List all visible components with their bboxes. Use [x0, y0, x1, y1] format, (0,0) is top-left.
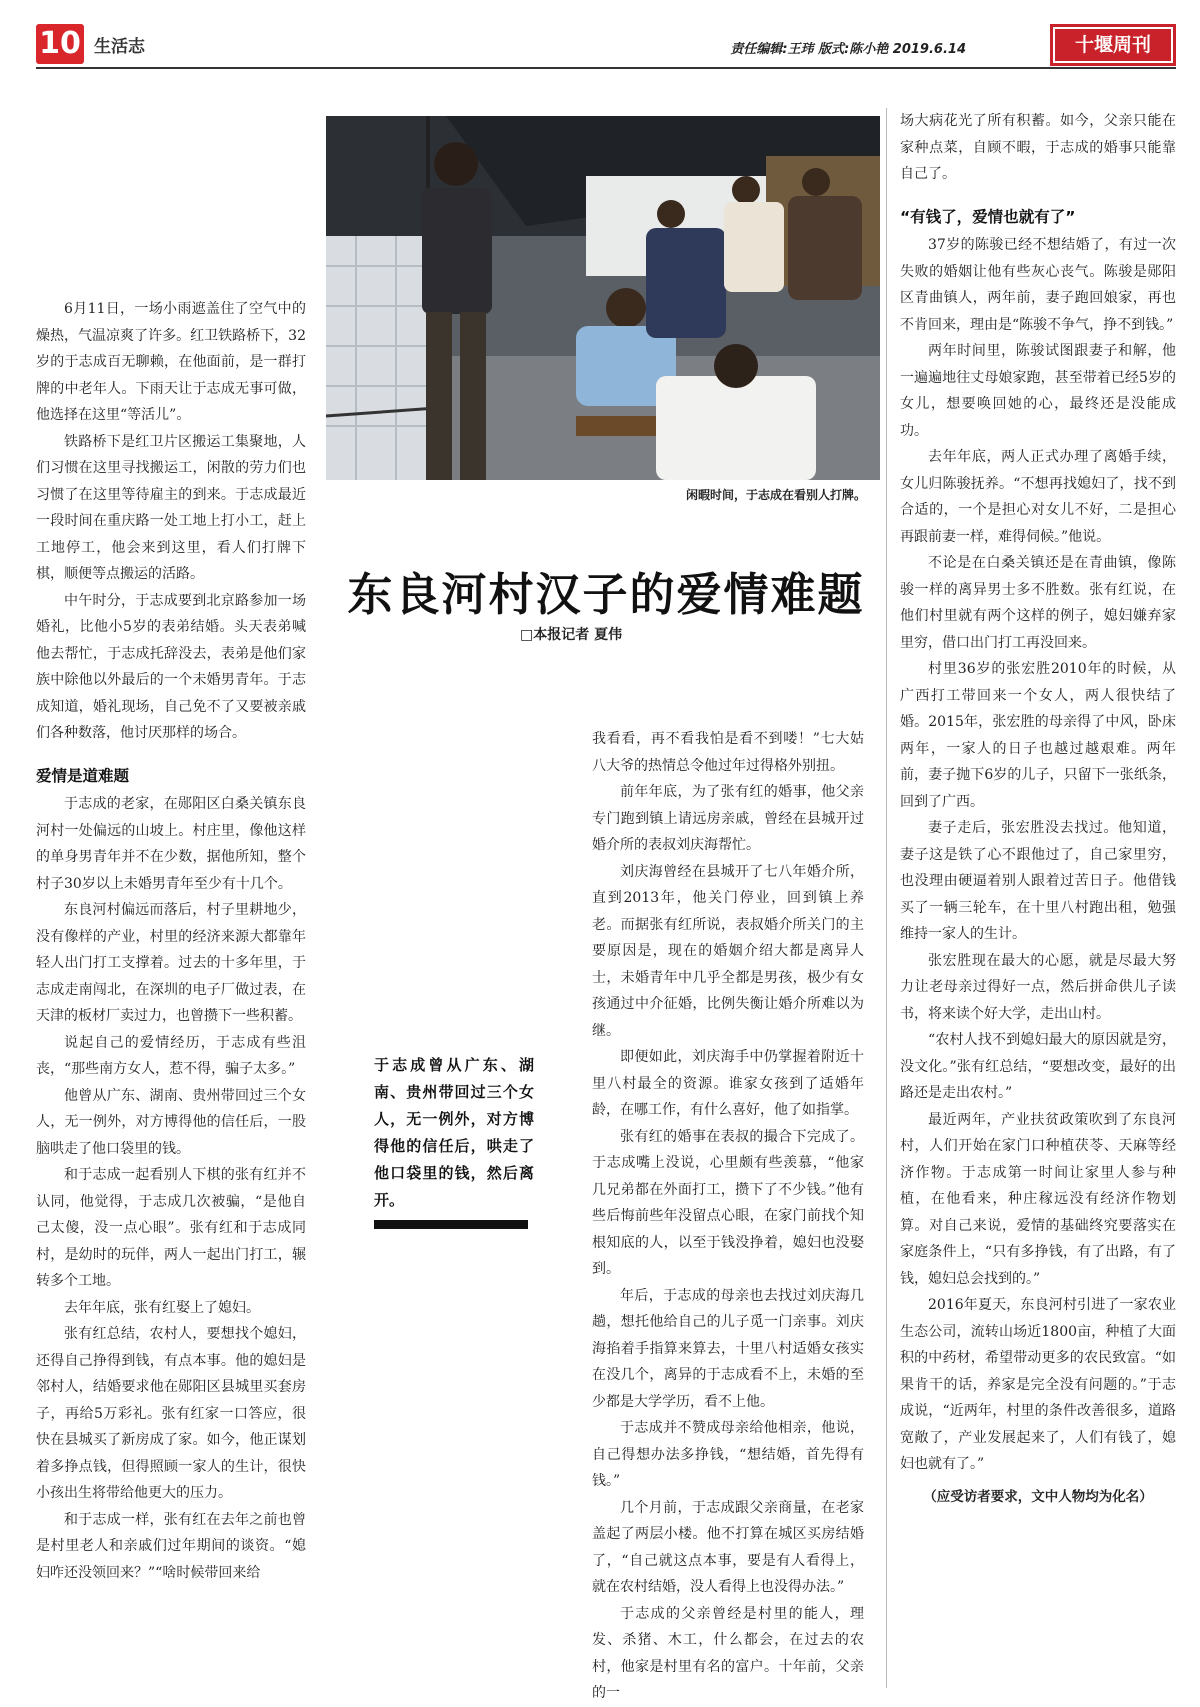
paragraph: 东良河村偏远而落后，村子里耕地少，没有像样的产业，村里的经济来源大都靠年轻人出门打工支撑着。过去的十多年里，于志成走南闯北，在深圳的电子厂做过表，在天津的板材厂卖过力，也曾攒下一些积蓄。: [36, 902, 306, 1024]
photo-illustration: [326, 116, 880, 480]
paragraph: 中午时分，于志成要到北京路参加一场婚礼，比他小5岁的表弟结婚。头天表弟喊他去帮忙，于志成托辞没去，表弟是他们家族中除他以外最后的一个未婚男青年。于志成知道，婚礼现场，自己免不了又要被亲戚们各种数落，他讨厌那样的场合。: [36, 592, 306, 741]
photo-caption: 闲暇时间，于志成在看别人打牌。: [685, 488, 866, 502]
paragraph: 张宏胜现在最大的心愿，就是尽最大努力让老母亲过得好一点，然后拼命供儿子读书，将来读个好大学，走出山村。: [900, 952, 1176, 1022]
paragraph: 刘庆海曾经在县城开了七八年婚介所，直到2013年，他关门停业，回到镇上养老。而据张有红所说，表叔婚介所关门的主要原因是，现在的婚姻介绍大都是离异人士，未婚青年中几乎全都是男孩，极少有女孩通过中介征婚，比例失衡让婚介所难以为继。: [592, 863, 864, 1039]
page-header: [36, 24, 1176, 68]
pull-quote: 于志成曾从广东、湖南、贵州带回过三个女人，无一例外，对方博得他的信任后，哄走了他口袋里的钱，然后离开。: [374, 1056, 534, 1209]
paragraph: 几个月前，于志成跟父亲商量，在老家盖起了两层小楼。他不打算在城区买房结婚了，“自己就这点本事，要是有人看得上，就在农村结婚，没人看得上也没得办法。”: [592, 1499, 864, 1595]
column-divider: [886, 108, 887, 1688]
section-heading: 爱情是道难题: [36, 766, 130, 785]
paragraph: 妻子走后，张宏胜没去找过。他知道，妻子这是铁了心不跟他过了，自己家里穷，也没理由硬逼着别人跟着过苦日子。他借钱买了一辆三轮车，在十里八村跑出租，勉强维持一家人的生计。: [900, 820, 1176, 942]
paragraph: 张有红总结，农村人，要想找个媳妇，还得自己挣得到钱，有点本事。他的媳妇是邻村人，结婚要求他在郧阳区县城里买套房子，再给5万彩礼。张有红家一口答应，很快在县城买了新房成了家。如今，他正谋划着多挣点钱，但得照顾一家人的生计，很快小孩出生将带给他更大的压力。: [36, 1326, 306, 1501]
paragraph: 前年年底，为了张有红的婚事，他父亲专门跑到镇上请远房亲戚，曾经在县城开过婚介所的表叔刘庆海帮忙。: [592, 784, 864, 853]
section-title: 生活志: [94, 37, 145, 57]
paragraph: 于志成并不赞成母亲给他相亲，他说，自己得想办法多挣钱，“想结婚，首先得有钱。”: [592, 1420, 864, 1489]
paragraph: 去年年底，两人正式办理了离婚手续，女儿归陈骏抚养。“不想再找媳妇了，找不到合适的，一个是担心对女儿不好，二是担心再跟前妻一样，难得伺候。”他说。: [900, 449, 1176, 545]
paragraph: 场大病花光了所有积蓄。如今，父亲只能在家种点菜，自顾不暇，于志成的婚事只能靠自己了。: [900, 113, 1176, 182]
article-column-3: [592, 726, 864, 1707]
brand-logo: 十堰周刊: [1050, 24, 1176, 66]
paragraph: 说起自己的爱情经历，于志成有些沮丧，“那些南方女人，惹不得，骗子太多。”: [36, 1034, 306, 1077]
header-rule: [36, 67, 1176, 69]
paragraph: 张有红的婚事在表叔的撮合下完成了。于志成嘴上没说，心里颇有些羡慕，“他家几兄弟都在外面打工，攒下了不少钱。”他有些后悔前些年没留点心眼，在家门前找个知根知底的人，以至于钱没挣着，媳妇也没娶到。: [592, 1128, 864, 1277]
paragraph: 和于志成一起看别人下棋的张有红并不认同，他觉得，于志成几次被骗，“是他自己太傻，没一点心眼”。张有红和于志成同村，是幼时的玩伴，两人一起出门打工，辗转多个工地。: [36, 1167, 306, 1289]
editor-credits: 责任编辑:王玮 版式:陈小艳 2019.6.14: [730, 42, 966, 57]
paragraph: 他曾从广东、湖南、贵州带回过三个女人，无一例外，对方博得他的信任后，一股脑哄走了他口袋里的钱。: [36, 1087, 306, 1157]
headline: 东良河村汉子的爱情难题: [347, 568, 865, 621]
paragraph: 两年时间里，陈骏试图跟妻子和解，他一遍遍地往丈母娘家跑，甚至带着已经5岁的女儿，想要唤回她的心，最终还是没能成功。: [900, 343, 1176, 439]
paragraph: 2016年夏天，东良河村引进了一家农业生态公司，流转山场近1800亩，种植了大面积的中药材，希望带动更多的农民致富。“如果肯干的话，养家是完全没有问题的。”于志成说，“近两年，村里的条件改善很多，道路宽敞了，产业发展起来了，人们有钱了，媳妇也就有了。”: [900, 1297, 1176, 1472]
paragraph: 于志成的老家，在郧阳区白桑关镇东良河村一处偏远的山坡上。村庄里，像他这样的单身男青年并不在少数，据他所知，整个村子30岁以上未婚男青年至少有十几个。: [36, 796, 306, 892]
paragraph: 即便如此，刘庆海手中仍掌握着附近十里八村最全的资源。谁家女孩到了适婚年龄，在哪工作，有什么喜好，他了如指掌。: [592, 1049, 864, 1118]
article-column-4: [900, 108, 1176, 1510]
news-photo: [326, 116, 880, 480]
paragraph: “农村人找不到媳妇最大的原因就是穷，没文化。”张有红总结，“要想改变，最好的出路还是走出农村。”: [900, 1032, 1176, 1101]
paragraph: 37岁的陈骏已经不想结婚了，有过一次失败的婚姻让他有些灰心丧气。陈骏是郧阳区青曲镇人，两年前，妻子跑回娘家，再也不肯回来，理由是“陈骏不争气，挣不到钱。”: [900, 237, 1176, 333]
paragraph: 年后，于志成的母亲也去找过刘庆海几趟，想托他给自己的儿子觅一门亲事。刘庆海掐着手指算来算去，十里八村适婚女孩实在没几个，离异的于志成看不上，未婚的至少都是大学学历，看不上他。: [592, 1287, 864, 1410]
byline: □本报记者 夏伟: [520, 627, 623, 643]
paragraph: 不论是在白桑关镇还是在青曲镇，像陈骏一样的离异男士多不胜数。张有红说，在他们村里就有两个这样的例子，媳妇嫌弃家里穷，借口出门打工再没回来。: [900, 555, 1176, 651]
paragraph: 村里36岁的张宏胜2010年的时候，从广西打工带回来一个女人，两人很快结了婚。2015年，张宏胜的母亲得了中风，卧床两年，一家人的日子也越过越艰难。两年前，妻子抛下6岁的儿子，只留下一张纸条，回到了广西。: [900, 661, 1176, 810]
article-column-1: [36, 296, 306, 1586]
section-heading: “有钱了，爱情也就有了”: [900, 207, 1076, 226]
paragraph: 铁路桥下是红卫片区搬运工集聚地，人们习惯在这里寻找搬运工，闲散的劳力们也习惯了在这里等待雇主的到来。于志成最近一段时间在重庆路一处工地上打小工，赶上工地停工，他会来到这里，看人们打牌下棋，顺便等点搬运的活路。: [36, 433, 306, 582]
paragraph: 和于志成一样，张有红在去年之前也曾是村里老人和亲戚们过年期间的谈资。“媳妇咋还没领回来？”“啥时候带回来给: [36, 1511, 306, 1581]
paragraph: 最近两年，产业扶贫政策吹到了东良河村，人们开始在家门口种植茯苓、天麻等经济作物。于志成第一时间让家里人参与种植，在他看来，种庄稼远没有经济作物划算。对自己来说，爱情的基础终究要落实在家庭条件上，“只有多挣钱，有了出路，有了钱，媳妇总会找到的。”: [900, 1111, 1176, 1287]
pull-quote-bar: [374, 1220, 528, 1229]
paragraph: 于志成的父亲曾经是村里的能人，理发、杀猪、木工，什么都会，在过去的农村，他家是村里有名的富户。十年前，父亲的一: [592, 1605, 864, 1701]
page-number: 10: [36, 24, 84, 64]
paragraph: 去年年底，张有红娶上了媳妇。: [64, 1299, 260, 1316]
footnote: （应受访者要求，文中人物均为化名）: [923, 1488, 1153, 1505]
paragraph: 我看看，再不看我怕是看不到喽！”七大姑八大爷的热情总令他过年过得格外别扭。: [592, 731, 864, 774]
paragraph: 6月11日，一场小雨遮盖住了空气中的燥热，气温凉爽了许多。红卫铁路桥下，32岁的于志成百无聊赖，在他面前，是一群打牌的中老年人。下雨天让于志成无事可做，他选择在这里“等活儿”。: [36, 301, 306, 423]
